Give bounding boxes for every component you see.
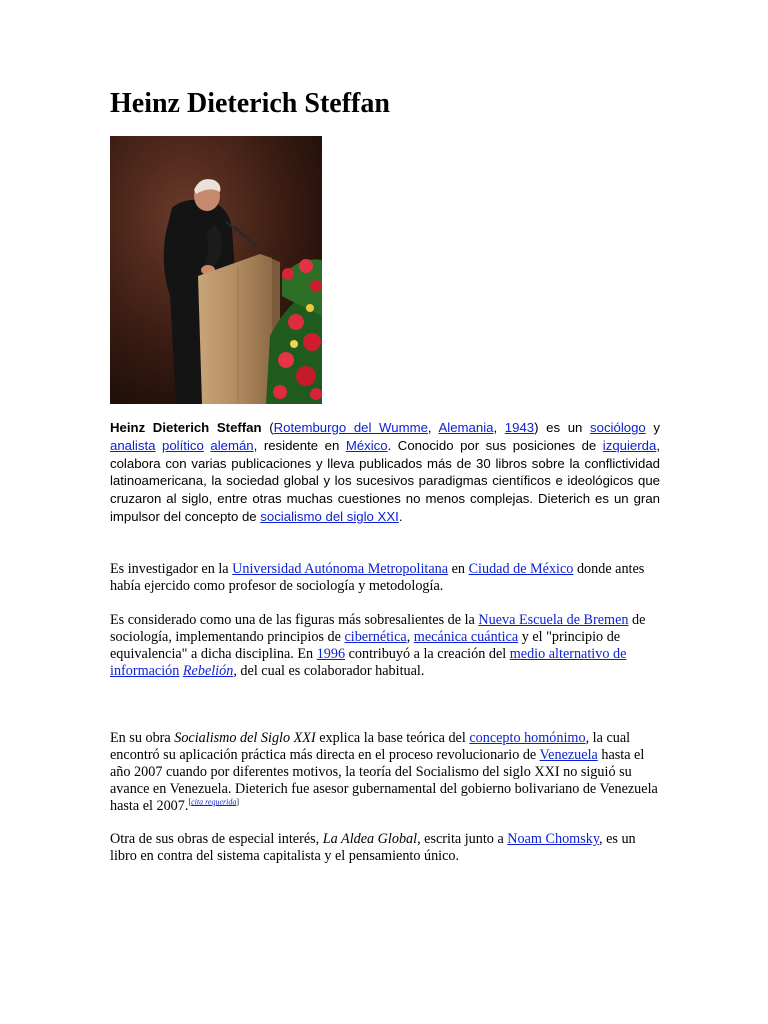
- link-noam-chomsky[interactable]: Noam Chomsky: [507, 831, 599, 847]
- book-title-socialismo: Socialismo del Siglo XXI: [174, 730, 316, 746]
- intro-paragraph: Heinz Dieterich Steffan (Rotemburgo del Wumme, Alemania, 1943) es un sociólogo y analista político alemán, residente en México. Conocido por sus posiciones de izquierda, colabora con varias publicaciones y lleva publicados más de 30 libros sobre la conflictividad latinoamericana, la sociedad global y los sucesivos paradigmas científicos e ideológicos que cruzaron al siglo, entre otras muchas cuestiones no menos complejas. Dieterich es un gran impulsor del concepto de socialismo del siglo XXI.: [110, 420, 660, 524]
- aldea-global-paragraph: Otra de sus obras de especial interés, La Aldea Global, escrita junto a Noam Chomsky, es un libro en contra del sistema capitalista y el pensamiento único.: [110, 831, 636, 864]
- link-rebelion[interactable]: Rebelión: [182, 663, 234, 679]
- research-paragraph: Es investigador en la Universidad Autónoma Metropolitana en Ciudad de México donde antes había ejercido como profesor de sociología y metodología.: [110, 561, 645, 594]
- link-uam[interactable]: Universidad Autónoma Metropolitana: [232, 561, 449, 577]
- article-photo: [110, 136, 322, 404]
- bremen-paragraph: Es considerado como una de las figuras más sobresalientes de la Nueva Escuela de Bremen de sociología, implementando principios de cibernética, mecánica cuántica y el "principio de equivalencia" a dicha disciplina. En 1996 contribuyó a la creación del medio alternativo de información Rebelión, del cual es colaborador habitual.: [110, 612, 646, 679]
- citation-needed: [cita requerida]: [188, 797, 239, 807]
- link-ciudad-de-mexico[interactable]: Ciudad de México: [468, 561, 574, 577]
- link-analista[interactable]: analista: [110, 437, 156, 453]
- book-title-aldea-global: La Aldea Global: [322, 831, 418, 847]
- page-title: Heinz Dieterich Steffan: [110, 88, 390, 119]
- link-izquierda[interactable]: izquierda: [602, 437, 657, 453]
- link-mexico[interactable]: México: [345, 437, 388, 453]
- link-politico[interactable]: político: [162, 437, 204, 453]
- link-mecanica-cuantica[interactable]: mecánica cuántica: [413, 629, 519, 645]
- link-concepto-homonimo[interactable]: concepto homónimo: [469, 730, 586, 746]
- speaker-at-podium-photo: [110, 136, 322, 404]
- link-aleman[interactable]: alemán: [210, 437, 254, 453]
- subject-name: Heinz Dieterich Steffan: [110, 420, 262, 435]
- link-venezuela[interactable]: Venezuela: [539, 747, 598, 763]
- link-medio-alternativo[interactable]: medio alternativo de información: [110, 646, 627, 679]
- link-sociologo[interactable]: sociólogo: [590, 420, 646, 435]
- link-nueva-escuela-bremen[interactable]: Nueva Escuela de Bremen: [478, 612, 629, 628]
- link-rotemburgo[interactable]: Rotemburgo del Wumme: [273, 420, 428, 435]
- link-cita-requerida[interactable]: cita requerida: [191, 797, 237, 807]
- link-1996[interactable]: 1996: [316, 646, 346, 662]
- socialismo-paragraph: En su obra Socialismo del Siglo XXI explica la base teórica del concepto homónimo, la cual encontró su aplicación práctica más directa en el proceso revolucionario de Venezuela hasta el año 2007 cuando por diferentes motivos, la teoría del Socialismo del siglo XXI no siguió su avance en Venezuela. Dieterich fue asesor gubernamental del gobierno bolivariano de Venezuela hasta el 2007.[cita requerida]: [110, 730, 658, 814]
- link-1943[interactable]: 1943: [504, 420, 535, 435]
- link-socialismo-siglo-xxi[interactable]: socialismo del siglo XXI: [260, 508, 399, 524]
- link-alemania[interactable]: Alemania: [438, 420, 494, 435]
- link-cibernetica[interactable]: cibernética: [344, 629, 407, 645]
